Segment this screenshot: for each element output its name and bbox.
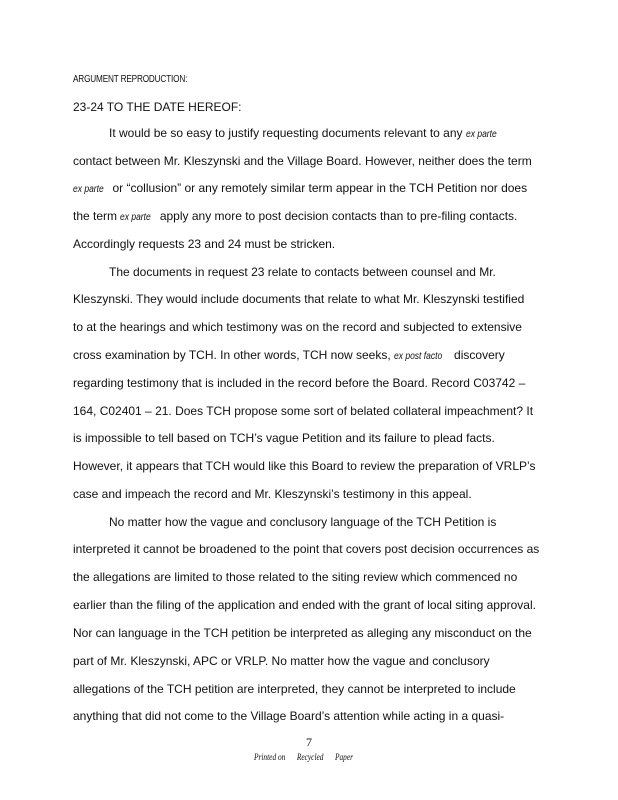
p1-line3-text: or “collusion” or any remotely similar term appear in the TCH Petition nor does xyxy=(109,181,528,195)
p1-line2: contact between Mr. Kleszynski and the Village Board. However, neither does the term xyxy=(73,154,532,168)
p3-line1: No matter how the vague and conclusory language of the TCH Petition is xyxy=(109,515,497,529)
p2-line8: However, it appears that TCH would like this Board to review the preparation of VRLP’s xyxy=(73,459,536,473)
p2-line4 xyxy=(73,348,505,364)
section-heading: ARGUMENT REPRODUCTION: xyxy=(73,74,188,85)
p1-line4 xyxy=(73,209,517,225)
p3-line8: anything that did not come to the Village Board’s attention while acting in a quasi- xyxy=(73,709,505,723)
footer-word-printed-on: Printed on xyxy=(254,752,286,762)
section-subheading: 23-24 TO THE DATE HEREOF: xyxy=(73,100,242,114)
p3-line2: interpreted it cannot be broadened to the point that covers post decision occurrences as xyxy=(73,542,540,556)
p2-line6: 164, C02401 – 21. Does TCH propose some sort of belated collateral impeachment? It xyxy=(73,404,534,418)
p1-line1-italic: ex parte xyxy=(465,129,497,140)
p2-line4-text: cross examination by TCH. In other words, TCH now seeks, xyxy=(73,348,395,362)
footer-word-recycled: Recycled xyxy=(296,752,324,762)
p3-line5: Nor can language in the TCH petition be interpreted as alleging any misconduct on the xyxy=(73,626,532,640)
page-number: 7 xyxy=(306,735,312,749)
footer-word-paper: Paper xyxy=(334,752,354,762)
p3-line4: earlier than the filing of the application and ended with the grant of local siting approval. xyxy=(73,598,536,612)
p2-line9: case and impeach the record and Mr. Kleszynski’s testimony in this appeal. xyxy=(73,487,472,501)
p2-line4-text-b: discovery xyxy=(450,348,505,362)
p1-line1 xyxy=(109,126,502,142)
p2-line1: The documents in request 23 relate to contacts between counsel and Mr. xyxy=(109,265,496,279)
p2-line7: is impossible to tell based on TCH’s vague Petition and its failure to plead facts. xyxy=(73,431,495,445)
p1-line4-italic: ex parte xyxy=(120,212,152,223)
p2-line2: Kleszynski. They would include documents that relate to what Mr. Kleszynski testified xyxy=(73,292,525,306)
p3-line7: allegations of the TCH petition are interpreted, they cannot be interpreted to include xyxy=(73,682,516,696)
p1-line4-text-a: the term xyxy=(73,209,121,223)
p1-line4-text-b: apply any more to post decision contacts than to pre-filing contacts. xyxy=(156,209,518,223)
p1-line3-italic: ex parte xyxy=(73,184,104,195)
p2-line5: regarding testimony that is included in the record before the Board. Record C03742 – xyxy=(73,376,526,390)
p1-line3 xyxy=(73,181,527,197)
p1-line5: Accordingly requests 23 and 24 must be stricken. xyxy=(73,237,336,251)
p2-line4-italic: ex post facto xyxy=(394,351,443,362)
p3-line3: the allegations are limited to those related to the siting review which commenced no xyxy=(73,570,518,584)
p3-line6: part of Mr. Kleszynski, APC or VRLP. No matter how the vague and conclusory xyxy=(73,654,490,668)
p1-line1-text: It would be so easy to justify requesting documents relevant to any xyxy=(109,126,466,140)
footer-printed-on-recycled-paper xyxy=(254,752,364,762)
p2-line3: to at the hearings and which testimony was on the record and subjected to extensive xyxy=(73,320,522,334)
